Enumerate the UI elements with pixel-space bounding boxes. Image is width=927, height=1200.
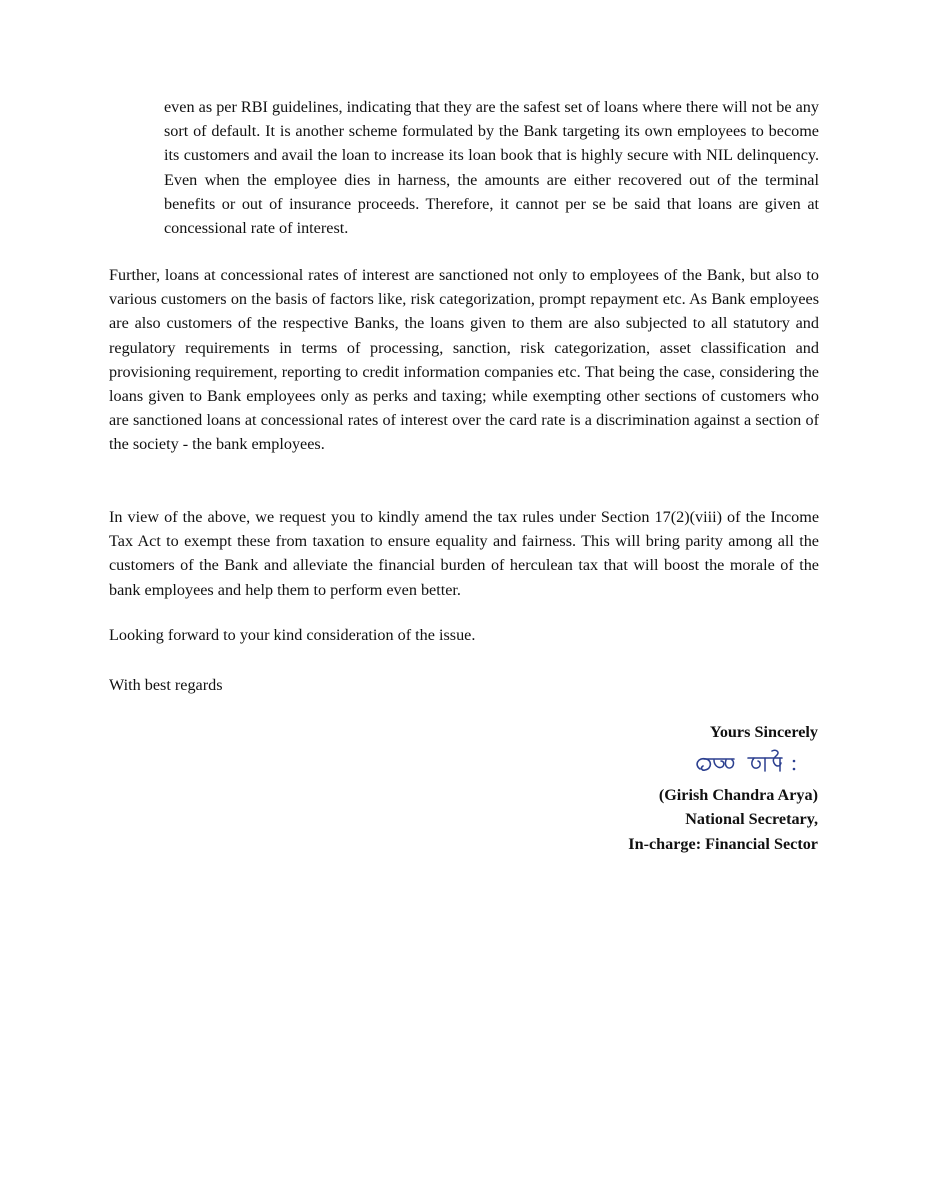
signatory-title: National Secretary, bbox=[685, 810, 818, 828]
regards-line: With best regards bbox=[109, 676, 223, 694]
signature-icon bbox=[690, 747, 818, 781]
handwritten-signature bbox=[498, 747, 818, 781]
valediction: Yours Sincerely bbox=[709, 723, 818, 741]
paragraph-concessional-loans: Further, loans at concessional rates of interest are sanctioned not only to employees of the Bank, but also to various customers on the basis of factors like, risk categorization, prompt repayment etc. As Bank employees are also customers of the respective Banks, the loans given to them are also subjected to all statutory and regulatory requirements in terms of processing, sanction, risk categorization, asset classification and provisioning requirement, reporting to credit information companies etc. That being the case, considering the loans given to Bank employees only as perks and taxing; while exempting other sections of customers who are sanctioned loans at concessional rates of interest over the card rate is a discrimination against a section of the society - the bank employees. bbox=[109, 266, 819, 454]
closing-line: Looking forward to your kind consideration of the issue. bbox=[109, 626, 476, 644]
paragraph-request-amendment: In view of the above, we request you to kindly amend the tax rules under Section 17(2)(viii) of the Income Tax Act to exempt these from taxation to ensure equality and fairness. This will bring parity among all the customers of the Bank and alleviate the financial burden of herculean tax that will boost the morale of the bank employees and help them to perform even better. bbox=[109, 508, 819, 599]
signatory-name: (Girish Chandra Arya) bbox=[658, 785, 818, 804]
paragraph-loans-safety: even as per RBI guidelines, indicating that they are the safest set of loans where there will not be any sort of default. It is another scheme formulated by the Bank targeting its own employees to become its customers and avail the loan to increase its loan book that is highly secure with NIL delinquency. Even when the employee dies in harness, the amounts are either recovered out of the terminal benefits or out of insurance proceeds. Therefore, it cannot per se be said that loans are given at concessional rate of interest. bbox=[164, 98, 819, 238]
signature-block bbox=[498, 720, 818, 856]
signatory-department: In-charge: Financial Sector bbox=[628, 834, 818, 853]
